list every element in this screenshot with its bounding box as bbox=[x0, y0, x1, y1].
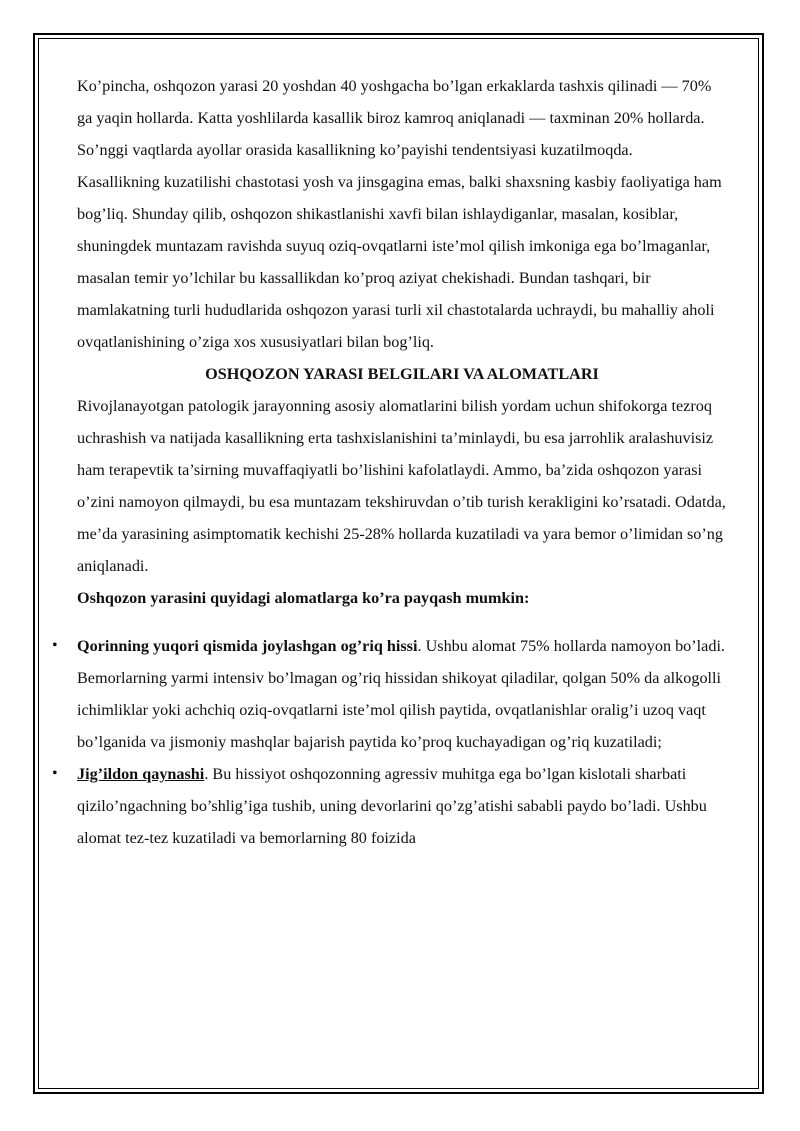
bullet-title: Jig’ildon qaynashi bbox=[77, 765, 205, 783]
symptom-list bbox=[77, 630, 727, 854]
section-heading: OSHQOZON YARASI BELGILARI VA ALOMATLARI bbox=[205, 365, 599, 383]
bullet-title: Qorinning yuqori qismida joylashgan og’riq hissi bbox=[77, 637, 418, 655]
paragraph-1: Ko’pincha, oshqozon yarasi 20 yoshdan 40 yoshgacha bo’lgan erkaklarda tashxis qilinadi — 70% ga yaqin hollarda. Katta yoshlilarda kasallik biroz kamroq aniqlanadi — taxminan 20% hollarda. So’nggi vaqtlarda ayollar orasida kasallikning ko’payishi tendentsiyasi kuzatilmoqda. bbox=[77, 77, 712, 159]
paragraph-3: Rivojlanayotgan patologik jarayonning asosiy alomatlarini bilish yordam uchun shifokorga tezroq uchrashish va natijada kasallikning erta tashxislanishini ta’minlaydi, bu esa jarrohlik aralashuvisiz ham terapevtik ta’sirning muvaffaqiyatli bo’lishini kafolatlaydi. Ammo, ba’zida oshqozon yarasi o’zini namoyon qilmaydi, bu esa muntazam tekshiruvdan o’tib turish kerakligini ko’rsatadi. Odatda, me’da yarasining asimptomatik kechishi 25-28% hollarda kuzatiladi va yara bemor o’limidan so’ng aniqlanadi. bbox=[77, 397, 726, 575]
bullet-text: . Bu hissiyot oshqozonning agressiv muhitga ega bo’lgan kislotali sharbati qizilo’ngachning bo’shlig’iga tushib, uning devorlarini qo’zg’atishi sababli paydo bo’ladi. Ushbu alomat tez-tez kuzatiladi va bemorlarning 80 foizida bbox=[77, 765, 707, 847]
document-body bbox=[77, 70, 727, 854]
list-item bbox=[77, 758, 727, 854]
bullet-text: . Ushbu alomat 75% hollarda namoyon bo’ladi. Bemorlarning yarmi intensiv bo’lmagan og’riq hissidan shikoyat qiladilar, qolgan 50% da alkogolli ichimliklar yoki achchiq oziq-ovqatlarni iste’mol qilish paytida, ovqatlanishlar oralig’i uzoq vaqt bo’lganida va jismoniy mashqlar bajarish paytida ko’proq kuchayadigan og’riq kuzatiladi; bbox=[77, 637, 725, 751]
lead-sentence: Oshqozon yarasini quyidagi alomatlarga ko’ra payqash mumkin: bbox=[77, 589, 530, 607]
list-item bbox=[77, 630, 727, 758]
paragraph-2: Kasallikning kuzatilishi chastotasi yosh va jinsgagina emas, balki shaxsning kasbiy faoliyatiga ham bog’liq. Shunday qilib, oshqozon shikastlanishi xavfi bilan ishlaydiganlar, masalan, kosiblar, shuningdek muntazam ravishda suyuq oziq-ovqatlarni iste’mol qilish imkoniga ega bo’lmaganlar, masalan temir yo’lchilar bu kassallikdan ko’proq aziyat chekishadi. Bundan tashqari, bir mamlakatning turli hududlarida oshqozon yarasi turli xil chastotalarda uchraydi, bu mahalliy aholi ovqatlanishining o’ziga xos xususiyatlari bilan bog’liq. bbox=[77, 173, 722, 351]
